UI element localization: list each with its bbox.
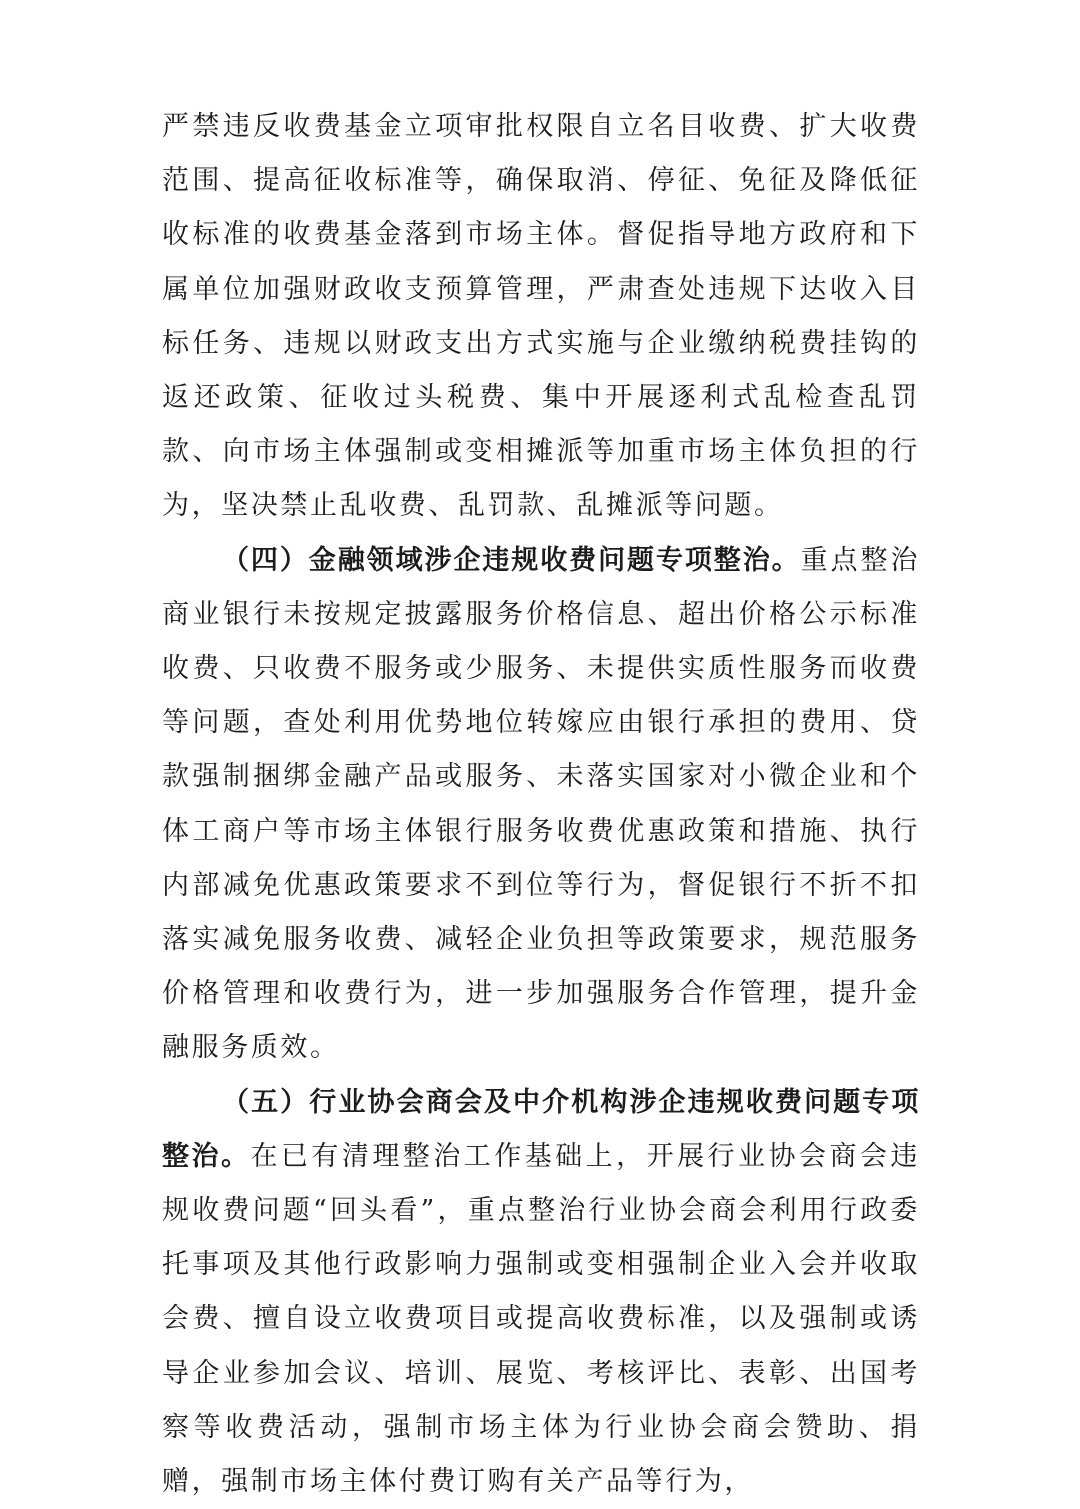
paragraph-financial-sector (162, 534, 920, 1076)
paragraph-fee-fund-rules (162, 100, 920, 534)
paragraph-industry-associations (162, 1076, 920, 1509)
section-heading-five: （五）行业协会商会及中介机构涉企违规收费问题专项整治。 (162, 1086, 920, 1172)
paragraph-body: 重点整治商业银行未按规定披露服务价格信息、超出价格公示标准收费、只收费不服务或少服务、未提供实质性服务而收费等问题，查处利用优势地位转嫁应由银行承担的费用、贷款强制捆绑金融产品或服务、未落实国家对小微企业和个体工商户等市场主体银行服务收费优惠政策和措施、执行内部减免优惠政策要求不到位等行为，督促银行不折不扣落实减免服务收费、减轻企业负担等政策要求，规范服务价格管理和收费行为，进一步加强服务合作管理，提升金融服务质效。 (162, 544, 920, 1064)
document-page (162, 100, 920, 1509)
section-heading-four: （四）金融领域涉企违规收费问题专项整治。 (222, 544, 801, 576)
paragraph-body: 严禁违反收费基金立项审批权限自立名目收费、扩大收费范围、提高征收标准等，确保取消、停征、免征及降低征收标准的收费基金落到市场主体。督促指导地方政府和下属单位加强财政收支预算管理，严肃查处违规下达收入目标任务、违规以财政支出方式实施与企业缴纳税费挂钩的返还政策、征收过头税费、集中开展逐利式乱检查乱罚款、向市场主体强制或变相摊派等加重市场主体负担的行为，坚决禁止乱收费、乱罚款、乱摊派等问题。 (162, 111, 920, 522)
paragraph-body: 在已有清理整治工作基础上，开展行业协会商会违规收费问题“回头看”，重点整治行业协会商会利用行政委托事项及其他行政影响力强制或变相强制企业入会并收取会费、擅自设立收费项目或提高收费标准，以及强制或诱导企业参加会议、培训、展览、考核评比、表彰、出国考察等收费活动，强制市场主体为行业协会商会赞助、捐赠，强制市场主体付费订购有关产品等行为， (162, 1140, 920, 1498)
